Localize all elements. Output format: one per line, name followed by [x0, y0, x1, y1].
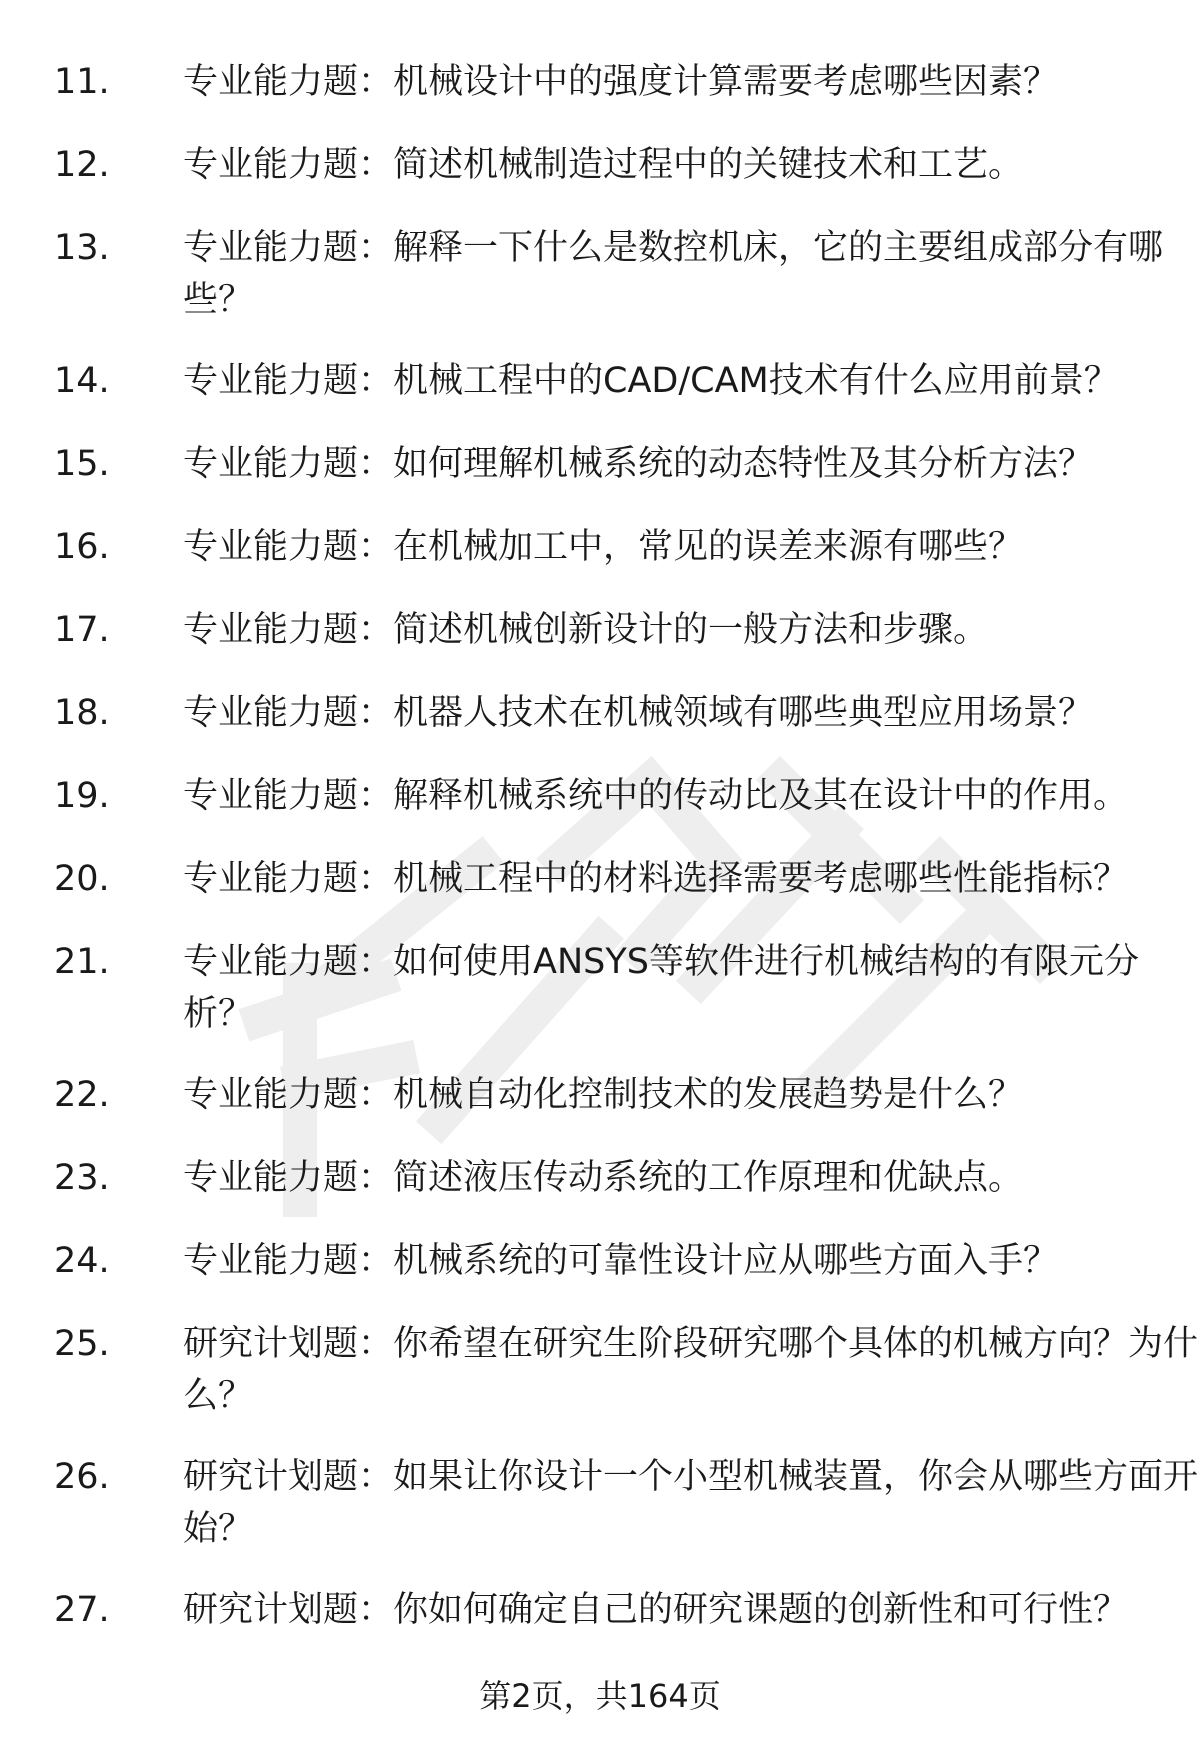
- question-category: 专业能力题：: [183, 1241, 394, 1281]
- list-item: [0, 139, 1200, 191]
- question-category: 专业能力题：: [183, 942, 394, 982]
- question-body: [160, 936, 1200, 1040]
- question-number: 25.: [54, 1324, 110, 1364]
- page-footer: 第2页，共164页: [479, 1677, 721, 1715]
- question-category: 研究计划题：: [183, 1457, 394, 1497]
- question-text: 解释机械系统中的传动比及其在设计中的作用。: [393, 776, 1129, 816]
- question-category: 专业能力题：: [183, 145, 394, 185]
- list-item: [0, 1318, 1200, 1422]
- question-text: 机械自动化控制技术的发展趋势是什么？: [393, 1075, 1024, 1115]
- list-item: [0, 355, 1200, 407]
- question-category: 专业能力题：: [183, 62, 394, 102]
- question-body: [160, 770, 1200, 822]
- question-category: 研究计划题：: [183, 1590, 394, 1630]
- question-number: 18.: [54, 693, 110, 733]
- question-category: 专业能力题：: [183, 444, 394, 484]
- question-text: 在机械加工中，常见的误差来源有哪些？: [393, 527, 1024, 567]
- list-item: [0, 1235, 1200, 1287]
- question-body: [160, 1235, 1200, 1287]
- question-category: 专业能力题：: [183, 1158, 394, 1198]
- list-item: [0, 604, 1200, 656]
- question-text: 简述机械创新设计的一般方法和步骤。: [393, 610, 989, 650]
- question-number: 21.: [54, 942, 110, 982]
- list-item: [0, 687, 1200, 739]
- question-number: 20.: [54, 859, 110, 899]
- question-number: 12.: [54, 145, 110, 185]
- question-body: [160, 355, 1200, 407]
- question-text: 机械工程中的材料选择需要考虑哪些性能指标？: [393, 859, 1129, 899]
- list-item: [0, 1069, 1200, 1121]
- question-number: 16.: [54, 527, 110, 567]
- list-item: [0, 222, 1200, 326]
- question-number: 23.: [54, 1158, 110, 1198]
- question-category: 专业能力题：: [183, 361, 394, 401]
- question-text: 如何理解机械系统的动态特性及其分析方法？: [393, 444, 1094, 484]
- question-body: [160, 1318, 1200, 1422]
- question-body: [160, 604, 1200, 656]
- list-item: [0, 1584, 1200, 1636]
- question-text: 机械系统的可靠性设计应从哪些方面入手？: [393, 1241, 1059, 1281]
- question-number: 19.: [54, 776, 110, 816]
- question-number: 24.: [54, 1241, 110, 1281]
- question-text: 简述液压传动系统的工作原理和优缺点。: [393, 1158, 1024, 1198]
- question-text: 如果让你设计一个小型机械装置，你会从哪些方面开始？: [183, 1457, 1199, 1549]
- question-number: 13.: [54, 228, 110, 268]
- list-item: [0, 853, 1200, 905]
- question-text: 如何使用ANSYS等软件进行机械结构的有限元分析？: [183, 942, 1139, 1034]
- question-body: [160, 1152, 1200, 1204]
- question-number: 14.: [54, 361, 110, 401]
- list-item: [0, 521, 1200, 573]
- question-body: [160, 56, 1200, 108]
- question-body: [160, 1069, 1200, 1121]
- question-category: 专业能力题：: [183, 610, 394, 650]
- question-category: 专业能力题：: [183, 693, 394, 733]
- question-category: 专业能力题：: [183, 1075, 394, 1115]
- question-category: 专业能力题：: [183, 776, 394, 816]
- question-body: [160, 438, 1200, 490]
- list-item: [0, 1451, 1200, 1555]
- list-item: [0, 936, 1200, 1040]
- question-number: 11.: [54, 62, 110, 102]
- question-body: [160, 222, 1200, 326]
- list-item: [0, 438, 1200, 490]
- question-number: 26.: [54, 1457, 110, 1497]
- question-body: [160, 139, 1200, 191]
- question-category: 专业能力题：: [183, 527, 394, 567]
- list-item: [0, 1152, 1200, 1204]
- question-text: 解释一下什么是数控机床，它的主要组成部分有哪些？: [183, 228, 1164, 320]
- question-text: 你希望在研究生阶段研究哪个具体的机械方向？为什么？: [183, 1324, 1199, 1416]
- question-body: [160, 521, 1200, 573]
- list-item: [0, 56, 1200, 108]
- list-item: [0, 770, 1200, 822]
- question-list: [0, 56, 1200, 1667]
- question-text: 机械设计中的强度计算需要考虑哪些因素？: [393, 62, 1059, 102]
- question-text: 机械工程中的CAD/CAM技术有什么应用前景？: [393, 361, 1119, 401]
- question-text: 简述机械制造过程中的关键技术和工艺。: [393, 145, 1024, 185]
- question-text: 机器人技术在机械领域有哪些典型应用场景？: [393, 693, 1094, 733]
- question-category: 专业能力题：: [183, 859, 394, 899]
- question-text: 你如何确定自己的研究课题的创新性和可行性？: [393, 1590, 1129, 1630]
- question-category: 研究计划题：: [183, 1324, 394, 1364]
- question-body: [160, 853, 1200, 905]
- question-body: [160, 687, 1200, 739]
- question-number: 17.: [54, 610, 110, 650]
- question-number: 27.: [54, 1590, 110, 1630]
- question-category: 专业能力题：: [183, 228, 394, 268]
- question-body: [160, 1451, 1200, 1555]
- question-body: [160, 1584, 1200, 1636]
- question-number: 15.: [54, 444, 110, 484]
- question-number: 22.: [54, 1075, 110, 1115]
